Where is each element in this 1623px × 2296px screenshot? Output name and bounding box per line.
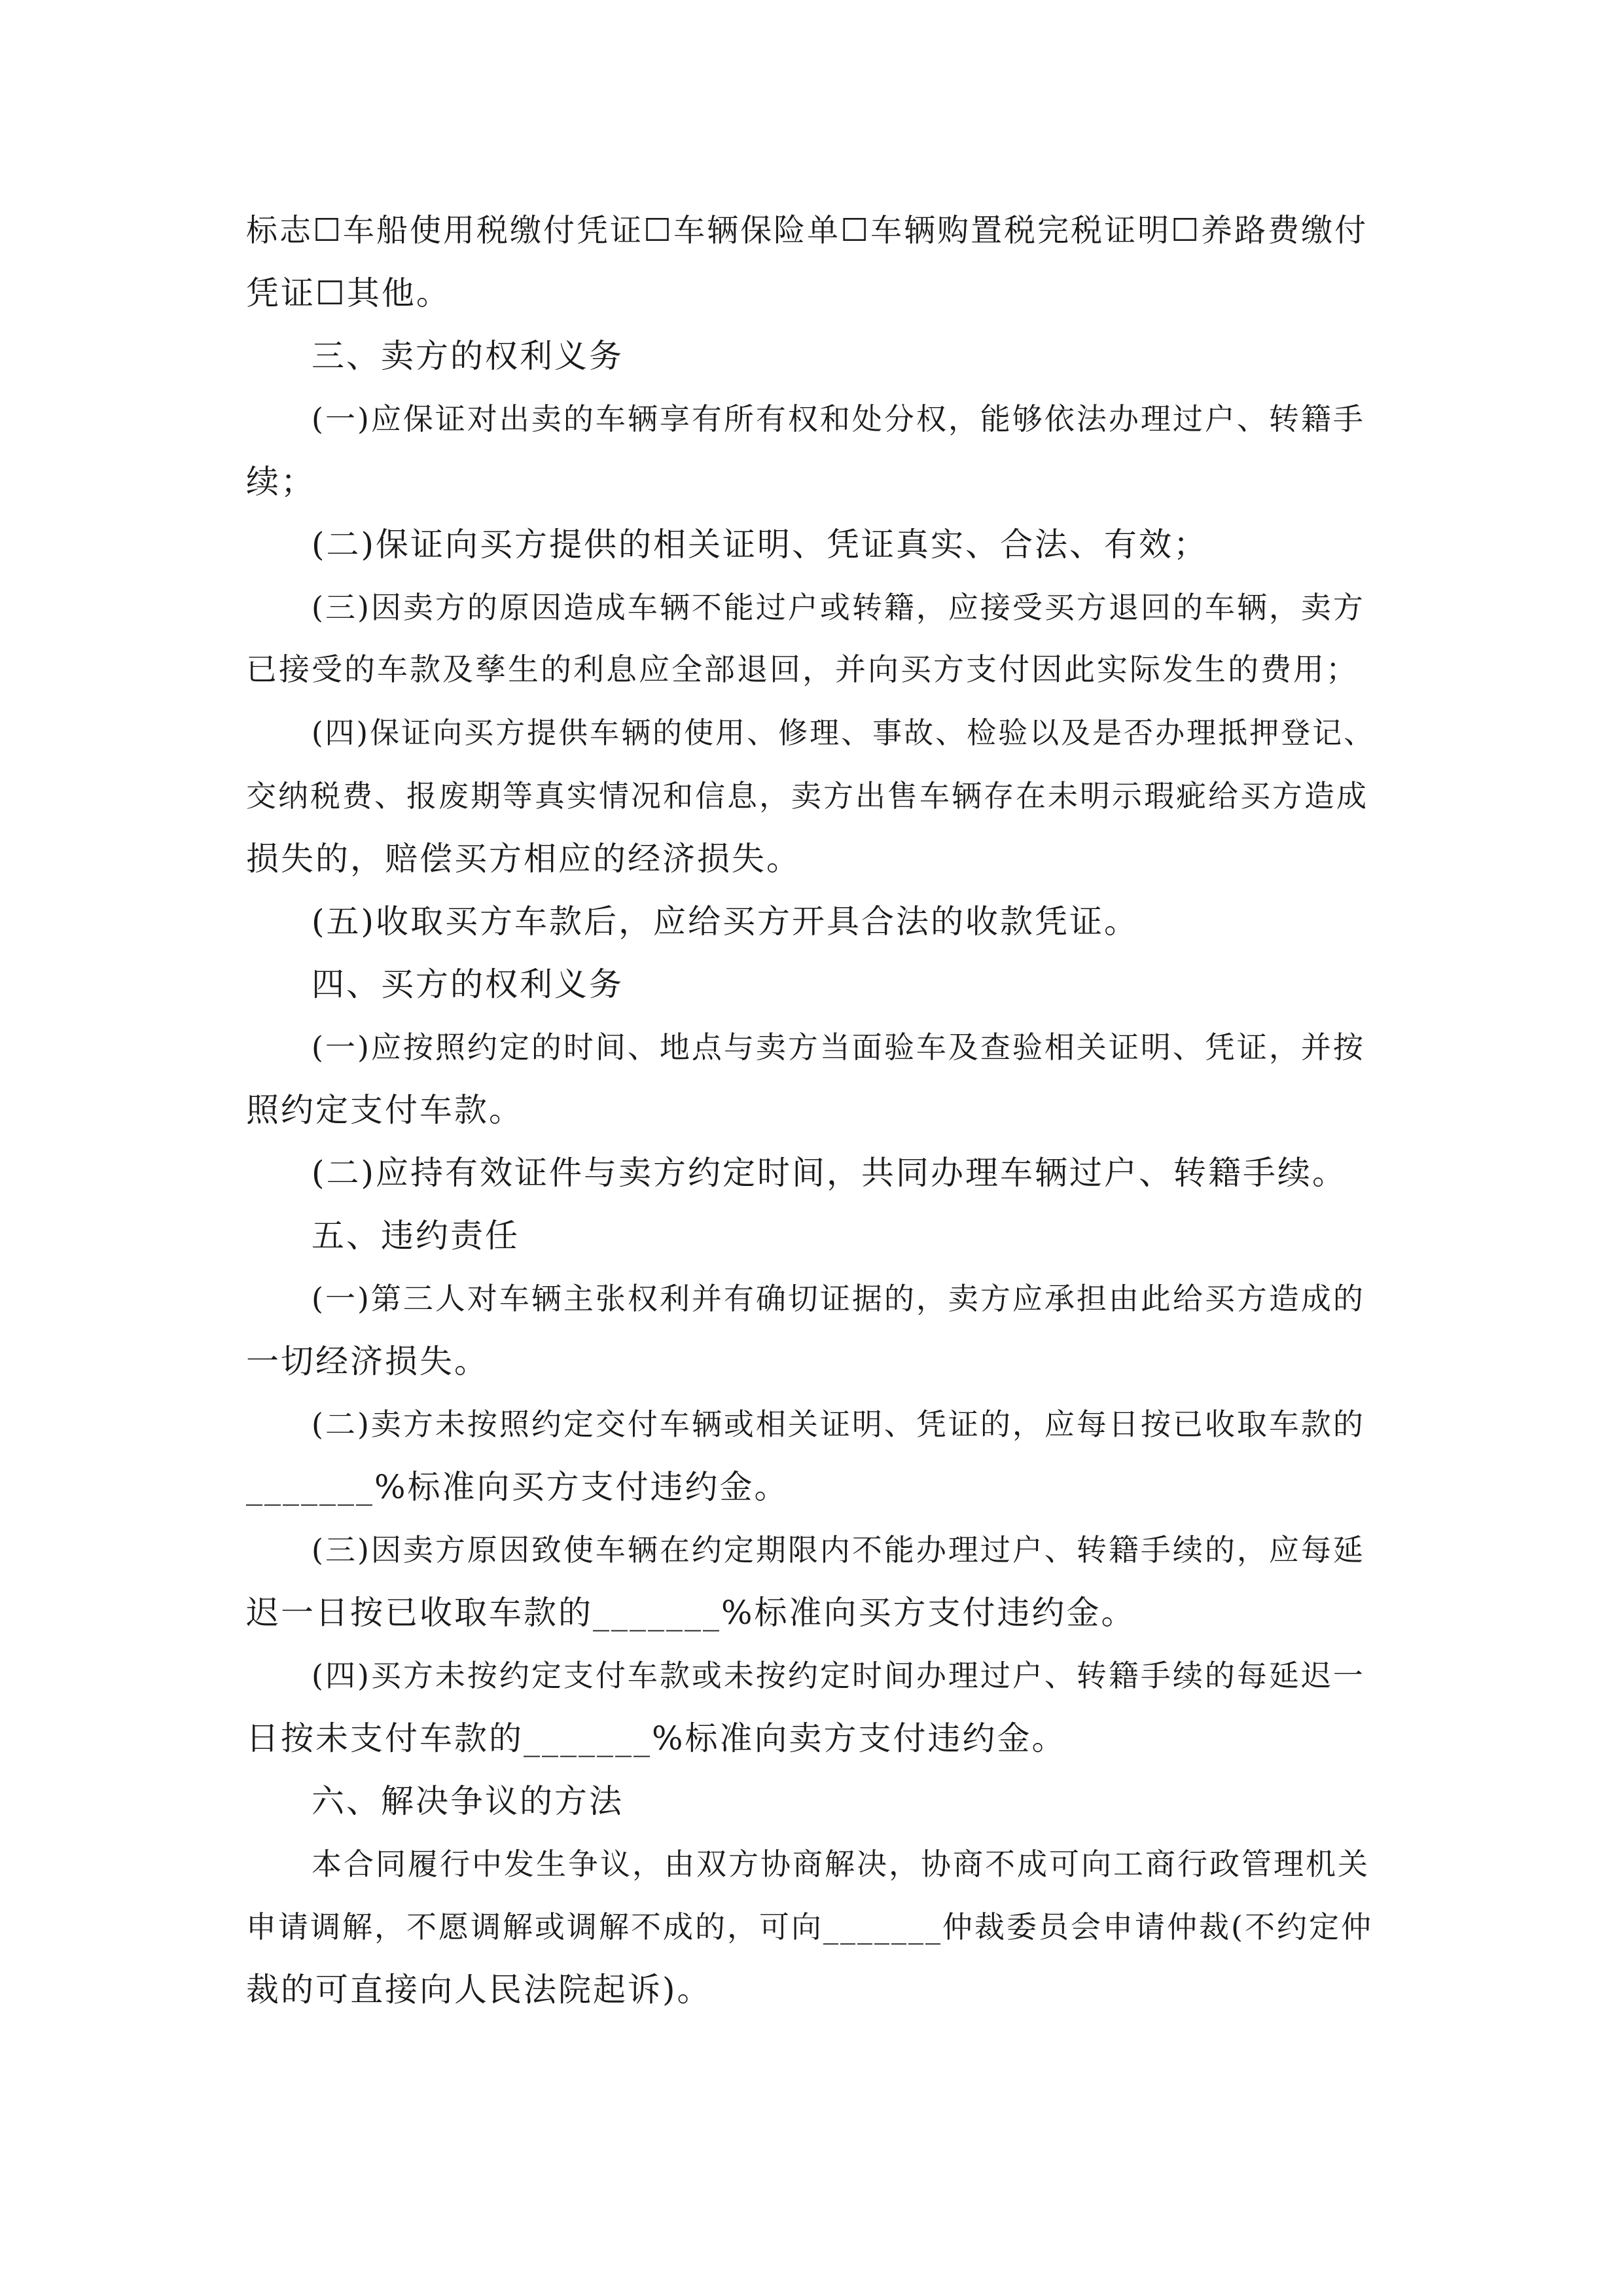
text-line: 续； [246, 463, 315, 501]
text-line: (一)应按照约定的时间、地点与卖方当面验车及查验相关证明、凭证，并按 [312, 1030, 1365, 1065]
text-line: (一)应保证对出卖的车辆享有所有权和处分权，能够依法办理过户、转籍手 [312, 401, 1365, 437]
text-line: 凭证☐其他。 [246, 274, 451, 312]
text-line: (三)因卖方的原因造成车辆不能过户或转籍，应接受买方退回的车辆，卖方 [312, 590, 1365, 625]
text-line: 日按未支付车款的_______%标准向卖方支付违约金。 [246, 1719, 1067, 1757]
text-line: 申请调解，不愿调解或调解不成的，可向_______仲裁委员会申请仲裁(不约定仲 [246, 1909, 1373, 1945]
text-line: (五)收取买方车款后，应给买方开具合法的收款凭证。 [312, 903, 1139, 941]
text-line: _______%标准向买方支付违约金。 [246, 1468, 789, 1506]
text-line: (二)卖方未按照约定交付车辆或相关证明、凭证的，应每日按已收取车款的 [312, 1407, 1365, 1442]
text-line: (四)保证向买方提供车辆的使用、修理、事故、检验以及是否办理抵押登记、 [312, 715, 1376, 750]
text-line: 已接受的车款及孳生的利息应全部退回，并向买方支付因此实际发生的费用； [246, 652, 1359, 688]
section-heading: 六、解决争议的方法 [312, 1782, 624, 1820]
text-line: (二)保证向买方提供的相关证明、凭证真实、合法、有效； [312, 526, 1209, 564]
text-line: 交纳税费、报废期等真实情况和信息，卖方出售车辆存在未明示瑕疵给买方造成 [246, 778, 1368, 814]
text-line: 裁的可直接向人民法院起诉)。 [246, 1971, 712, 2009]
text-line: 照约定支付车款。 [246, 1091, 524, 1129]
section-heading: 三、卖方的权利义务 [312, 337, 624, 375]
text-line: 损失的，赔偿买方相应的经济损失。 [246, 840, 801, 878]
text-line: 一切经济损失。 [246, 1342, 489, 1380]
text-line: (二)应持有效证件与卖方约定时间，共同办理车辆过户、转籍手续。 [312, 1154, 1347, 1192]
section-heading: 五、违约责任 [312, 1217, 520, 1255]
text-line: (一)第三人对车辆主张权利并有确切证据的，卖方应承担由此给买方造成的 [312, 1281, 1365, 1316]
text-line: (三)因卖方原因致使车辆在约定期限内不能办理过户、转籍手续的，应每延 [312, 1532, 1365, 1568]
section-heading: 四、买方的权利义务 [312, 965, 624, 1003]
text-line: 迟一日按已收取车款的_______%标准向买方支付违约金。 [246, 1594, 1136, 1632]
text-line: (四)买方未按约定支付车款或未按约定时间办理过户、转籍手续的每延迟一 [312, 1658, 1365, 1693]
text-line: 本合同履行中发生争议，由双方协商解决，协商不成可向工商行政管理机关 [312, 1846, 1370, 1882]
text-line: 标志☐车船使用税缴付凭证☐车辆保险单☐车辆购置税完税证明☐养路费缴付 [246, 212, 1368, 249]
